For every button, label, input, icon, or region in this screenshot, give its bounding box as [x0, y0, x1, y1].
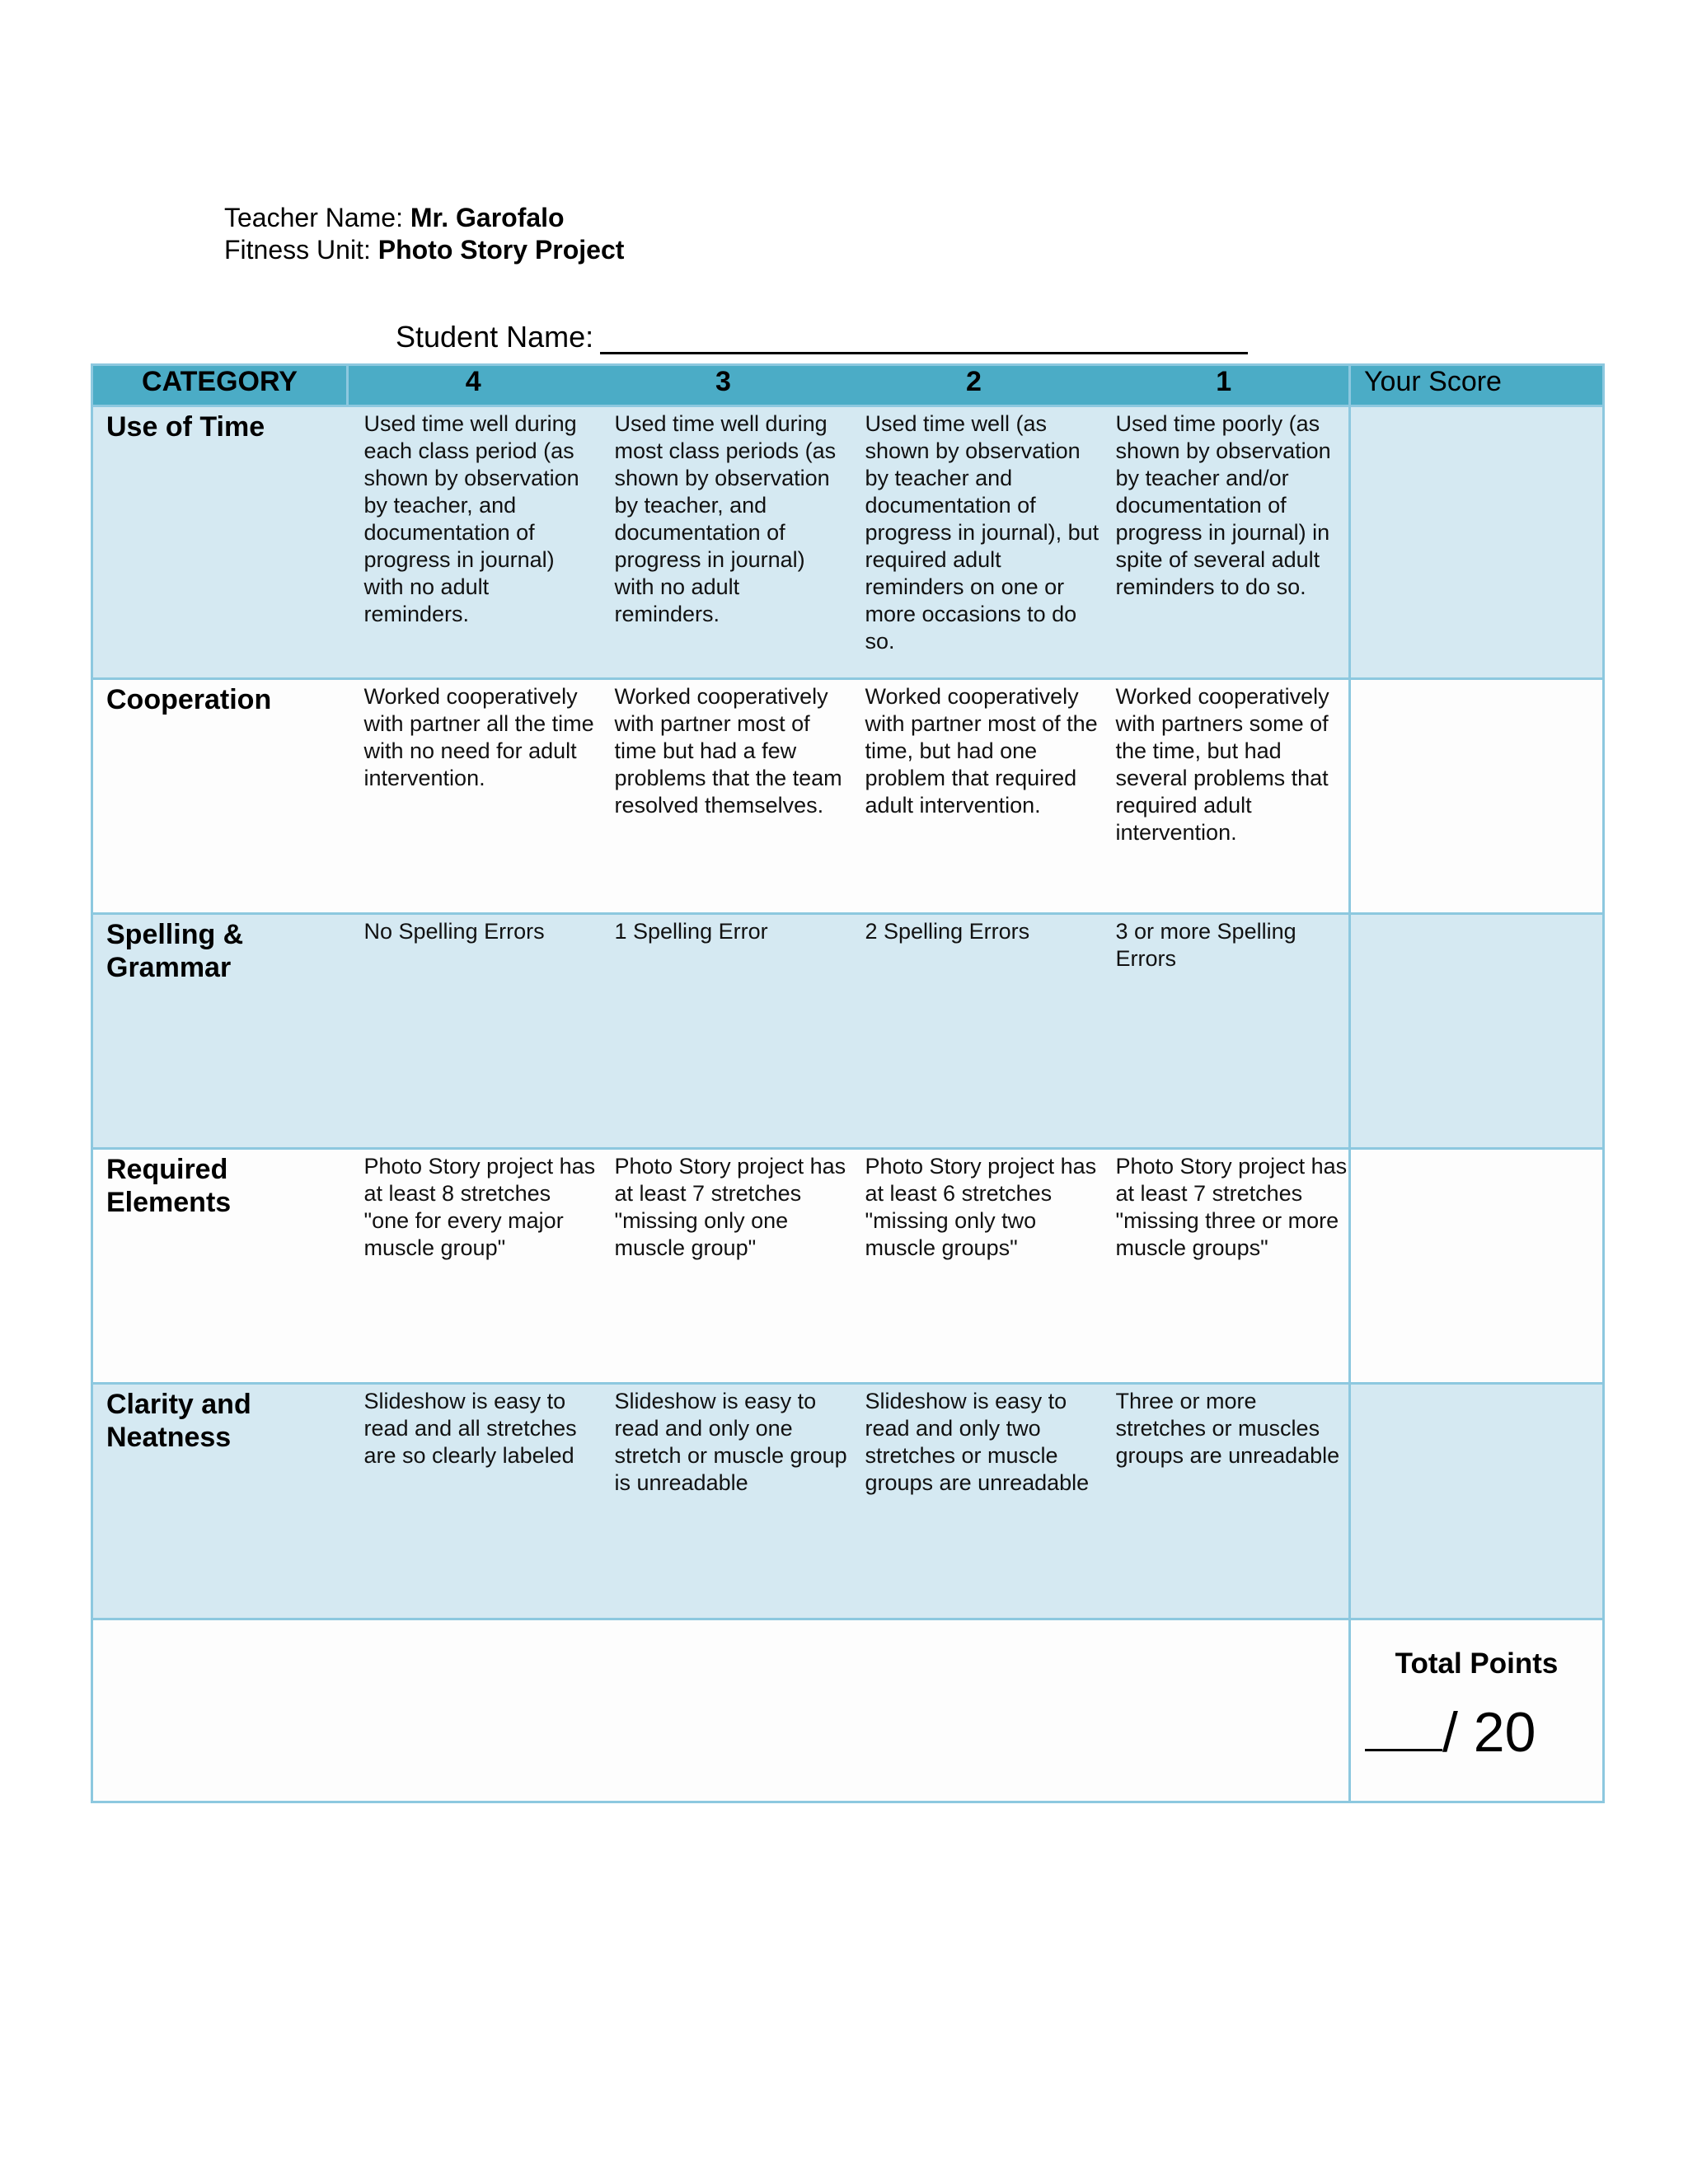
table-row [92, 406, 1604, 679]
student-name-line [396, 320, 1248, 354]
criteria-cell: Three or more stretches or muscles groups are unreadable [1100, 1384, 1350, 1619]
teacher-name-line [224, 202, 565, 233]
criteria-cell: No Spelling Errors [348, 914, 598, 1149]
criteria-cell: Worked cooperatively with partners some of the time, but had several problems that required adult intervention. [1100, 679, 1350, 914]
header-score-3: 3 [598, 365, 849, 406]
total-row [92, 1619, 1604, 1802]
total-points-max: / 20 [1442, 1701, 1536, 1764]
header-row [92, 365, 1604, 406]
score-cell[interactable] [1350, 914, 1604, 1149]
criteria-cell: Worked cooperatively with partner all the time with no need for adult intervention. [348, 679, 598, 914]
criteria-cell: 1 Spelling Error [598, 914, 849, 1149]
category-cell: Spelling & Grammar [92, 914, 348, 1149]
criteria-cell: Photo Story project has at least 7 stretches "missing three or more muscle groups" [1100, 1149, 1350, 1384]
criteria-cell: Worked cooperatively with partner most of time but had a few problems that the team resolved themselves. [598, 679, 849, 914]
criteria-cell: 2 Spelling Errors [849, 914, 1100, 1149]
category-cell: Required Elements [92, 1149, 348, 1384]
criteria-cell: Photo Story project has at least 6 stretches "missing only two muscle groups" [849, 1149, 1100, 1384]
category-cell: Cooperation [92, 679, 348, 914]
teacher-value: Mr. Garofalo [410, 203, 565, 232]
table-row [92, 1149, 1604, 1384]
fitness-unit-line [224, 234, 624, 265]
total-points-blank[interactable] [1365, 1716, 1442, 1751]
total-row-blank [92, 1619, 1350, 1802]
category-cell: Clarity and Neatness [92, 1384, 348, 1619]
header-category: CATEGORY [92, 365, 348, 406]
unit-value: Photo Story Project [377, 235, 625, 265]
score-cell[interactable] [1350, 1149, 1604, 1384]
header-your-score: Your Score [1350, 365, 1604, 406]
score-cell[interactable] [1350, 406, 1604, 679]
criteria-cell: Photo Story project has at least 8 stretches "one for every major muscle group" [348, 1149, 598, 1384]
criteria-cell: Used time well during most class periods (as shown by observation by teacher, and documentation of progress in journal) with no adult reminders. [598, 406, 849, 679]
category-cell: Use of Time [92, 406, 348, 679]
table-row [92, 914, 1604, 1149]
table-row [92, 679, 1604, 914]
header-score-1: 1 [1100, 365, 1350, 406]
table-row [92, 1384, 1604, 1619]
criteria-cell: Slideshow is easy to read and only one stretch or muscle group is unreadable [598, 1384, 849, 1619]
teacher-label: Teacher Name: [224, 203, 403, 232]
score-cell[interactable] [1350, 679, 1604, 914]
criteria-cell: Used time well during each class period (as shown by observation by teacher, and documentation of progress in journal) with no adult reminders. [348, 406, 598, 679]
total-points-label: Total Points [1395, 1647, 1559, 1680]
unit-label: Fitness Unit: [224, 235, 371, 265]
header-score-2: 2 [849, 365, 1100, 406]
score-cell[interactable] [1350, 1384, 1604, 1619]
criteria-cell: Photo Story project has at least 7 stretches "missing only one muscle group" [598, 1149, 849, 1384]
student-name-field[interactable] [600, 324, 1248, 354]
criteria-cell: Slideshow is easy to read and only two stretches or muscle groups are unreadable [849, 1384, 1100, 1619]
student-name-label: Student Name: [396, 320, 594, 354]
criteria-cell: Slideshow is easy to read and all stretches are so clearly labeled [348, 1384, 598, 1619]
criteria-cell: 3 or more Spelling Errors [1100, 914, 1350, 1149]
rubric-table [91, 363, 1605, 1803]
total-points-cell [1350, 1619, 1604, 1802]
total-points-value [1352, 1700, 1601, 1765]
criteria-cell: Worked cooperatively with partner most of the time, but had one problem that required adult intervention. [849, 679, 1100, 914]
header-score-4: 4 [348, 365, 598, 406]
criteria-cell: Used time well (as shown by observation by teacher and documentation of progress in journal), but required adult reminders on one or more occasions to do so. [849, 406, 1100, 679]
criteria-cell: Used time poorly (as shown by observation by teacher and/or documentation of progress in journal) in spite of several adult reminders to do so. [1100, 406, 1350, 679]
